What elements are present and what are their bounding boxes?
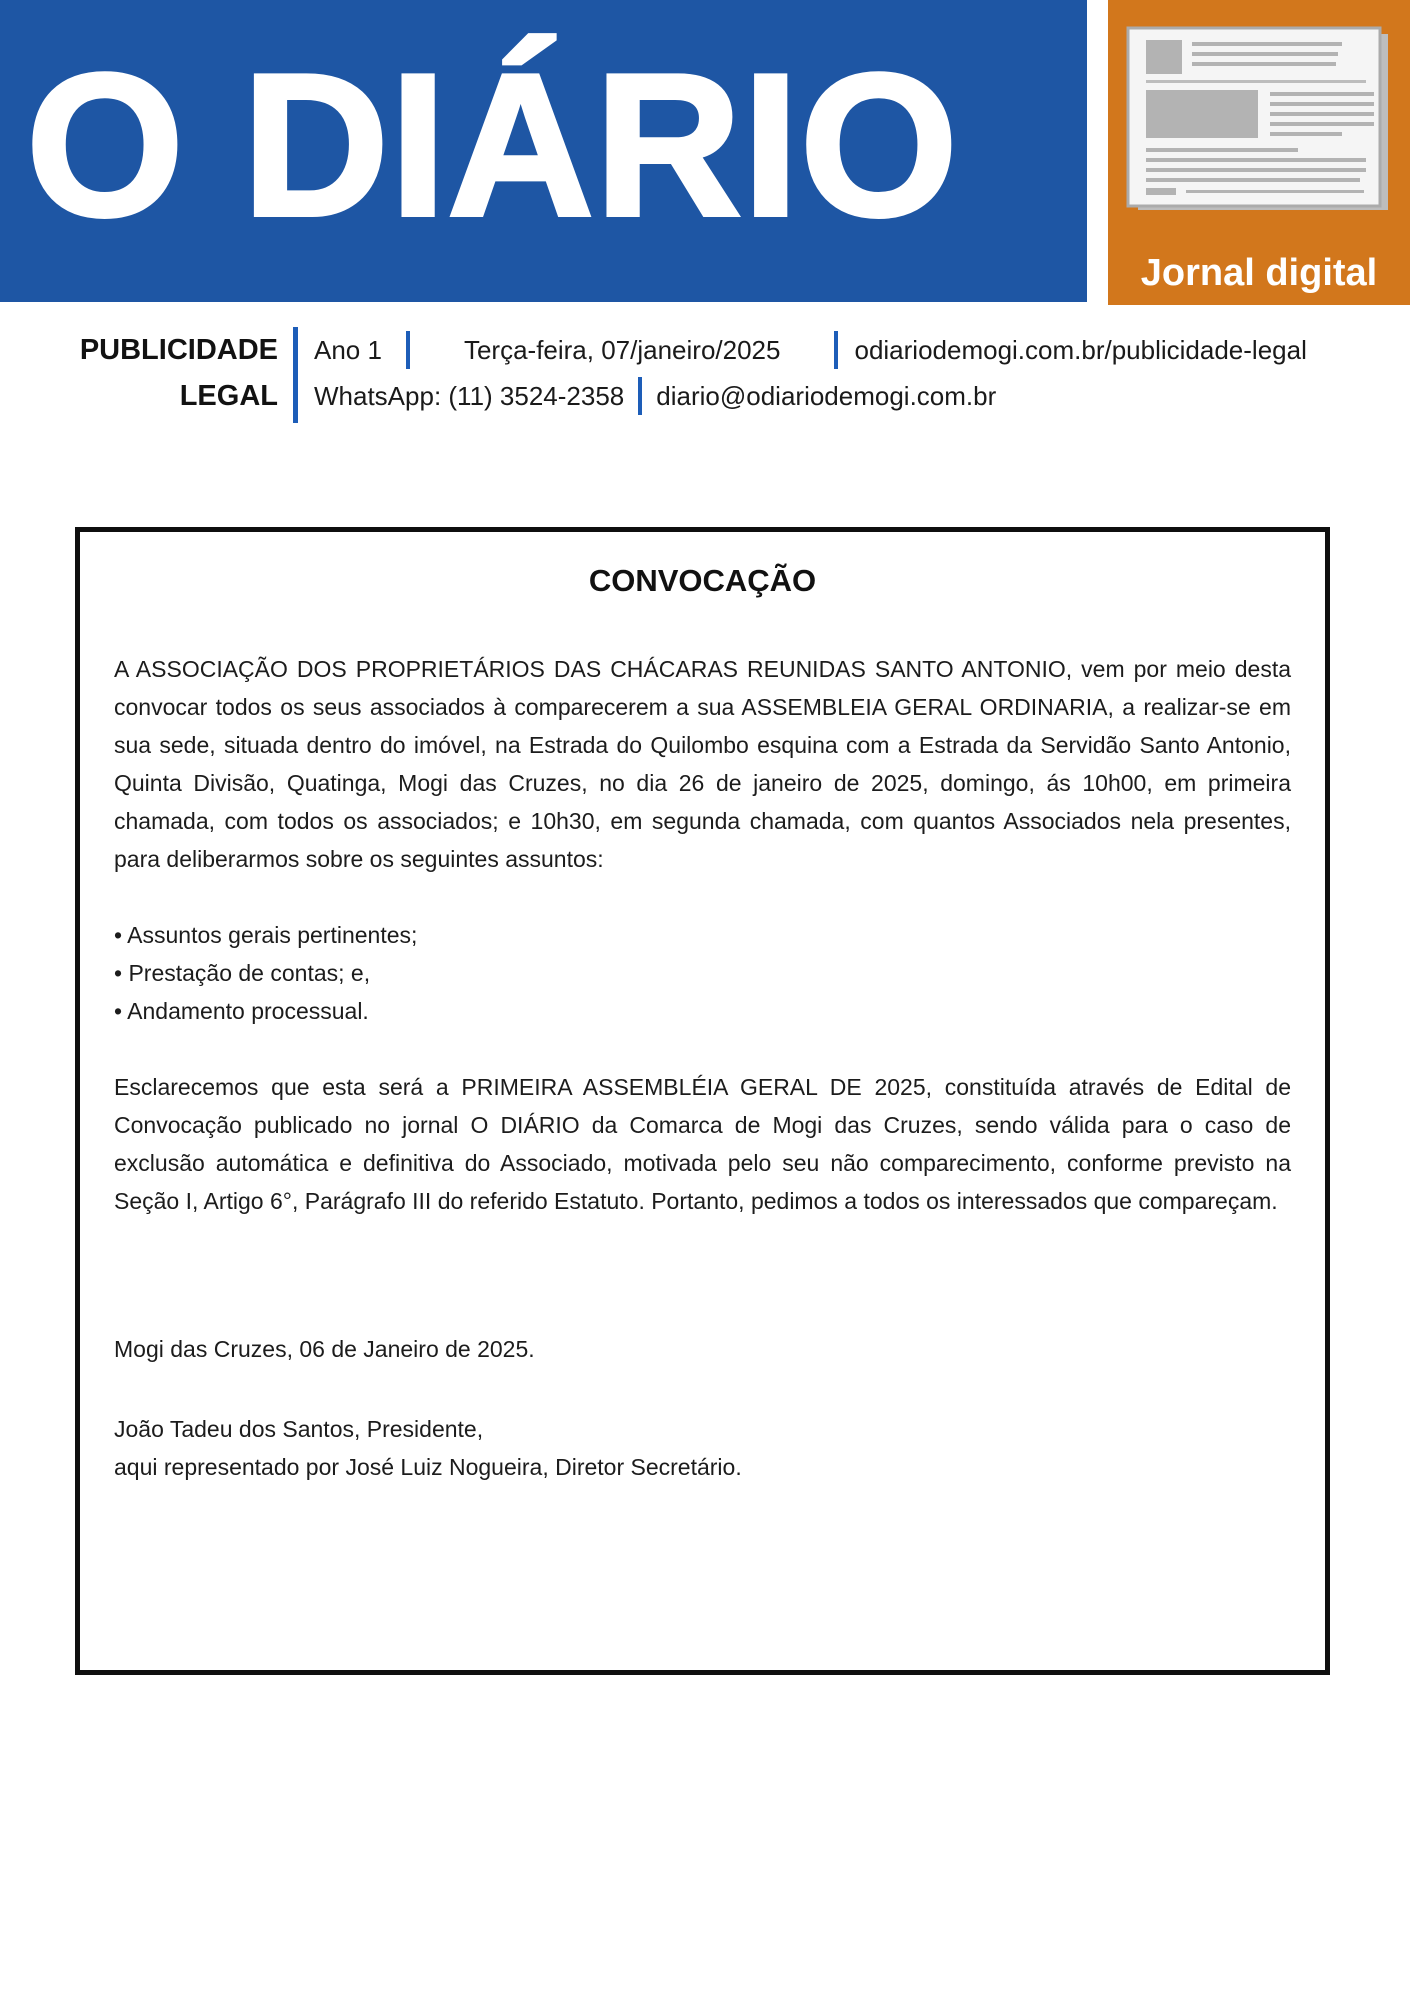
info-rows [314, 327, 1307, 419]
notice-dateline: Mogi das Cruzes, 06 de Janeiro de 2025. [114, 1336, 535, 1362]
legal-notice-box [75, 527, 1330, 1675]
whatsapp-number: WhatsApp: (11) 3524-2358 [314, 380, 625, 411]
notice-title: CONVOCAÇÃO [588, 563, 817, 598]
website-url: odiariodemogi.com.br/publicidade-legal [854, 334, 1307, 365]
info-row-2 [314, 373, 1307, 419]
section-label-line2: LEGAL [179, 380, 278, 412]
agenda-list [114, 916, 1291, 1030]
edition-year: Ano 1 [314, 334, 382, 365]
masthead-banner [0, 0, 1087, 302]
section-label-line1: PUBLICIDADE [79, 334, 278, 366]
info-row-1 [314, 327, 1307, 373]
agenda-item: • Andamento processual. [114, 998, 369, 1024]
newspaper-icon [1124, 24, 1394, 216]
notice-paragraph-2: Esclarecemos que esta será a PRIMEIRA ASSEMBLÉIA GERAL DE 2025, constituída através de Edital de Convocação publicado no jornal O DIÁRIO da Comarca de Mogi das Cruzes, sendo válida para o caso de exclusão automática e definitiva do Associado, motivada pelo seu não comparecimento, conforme previsto na Seção I, Artigo 6°, Parágrafo III do referido Estatuto. Portanto, pedimos a todos os interessados que compareçam. [114, 1074, 1291, 1214]
contact-email: diario@odiariodemogi.com.br [656, 380, 997, 411]
agenda-item: • Assuntos gerais pertinentes; [114, 922, 418, 948]
edition-date: Terça-feira, 07/janeiro/2025 [463, 334, 781, 365]
publicity-info-strip [10, 327, 1307, 423]
notice-paragraph-1: A ASSOCIAÇÃO DOS PROPRIETÁRIOS DAS CHÁCARAS REUNIDAS SANTO ANTONIO, vem por meio desta convocar todos os seus associados à comparecerem a sua ASSEMBLEIA GERAL ORDINARIA, a realizar-se em sua sede, situada dentro do imóvel, na Estrada do Quilombo esquina com a Estrada da Servidão Santo Antonio, Quinta Divisão, Quatinga, Mogi das Cruzes, no dia 26 de janeiro de 2025, domingo, ás 10h00, em primeira chamada, com todos os associados; e 10h30, em segunda chamada, com quantos Associados nela presentes, para deliberarmos sobre os seguintes assuntos: [114, 656, 1291, 872]
divider-bar [834, 331, 838, 369]
section-label [10, 327, 278, 419]
divider-bar [406, 331, 410, 369]
signature-line-1: João Tadeu dos Santos, Presidente, [114, 1416, 484, 1442]
signature-line-2: aqui representado por José Luiz Nogueira, Diretor Secretário. [114, 1454, 742, 1480]
signature-block [114, 1410, 1291, 1486]
logo-text: O DIÁRIO [26, 31, 959, 259]
digital-badge [1108, 0, 1410, 305]
divider-bar [638, 377, 642, 415]
agenda-item: • Prestação de contas; e, [114, 960, 371, 986]
badge-label: Jornal digital [1140, 252, 1378, 294]
divider-bar [293, 327, 298, 423]
